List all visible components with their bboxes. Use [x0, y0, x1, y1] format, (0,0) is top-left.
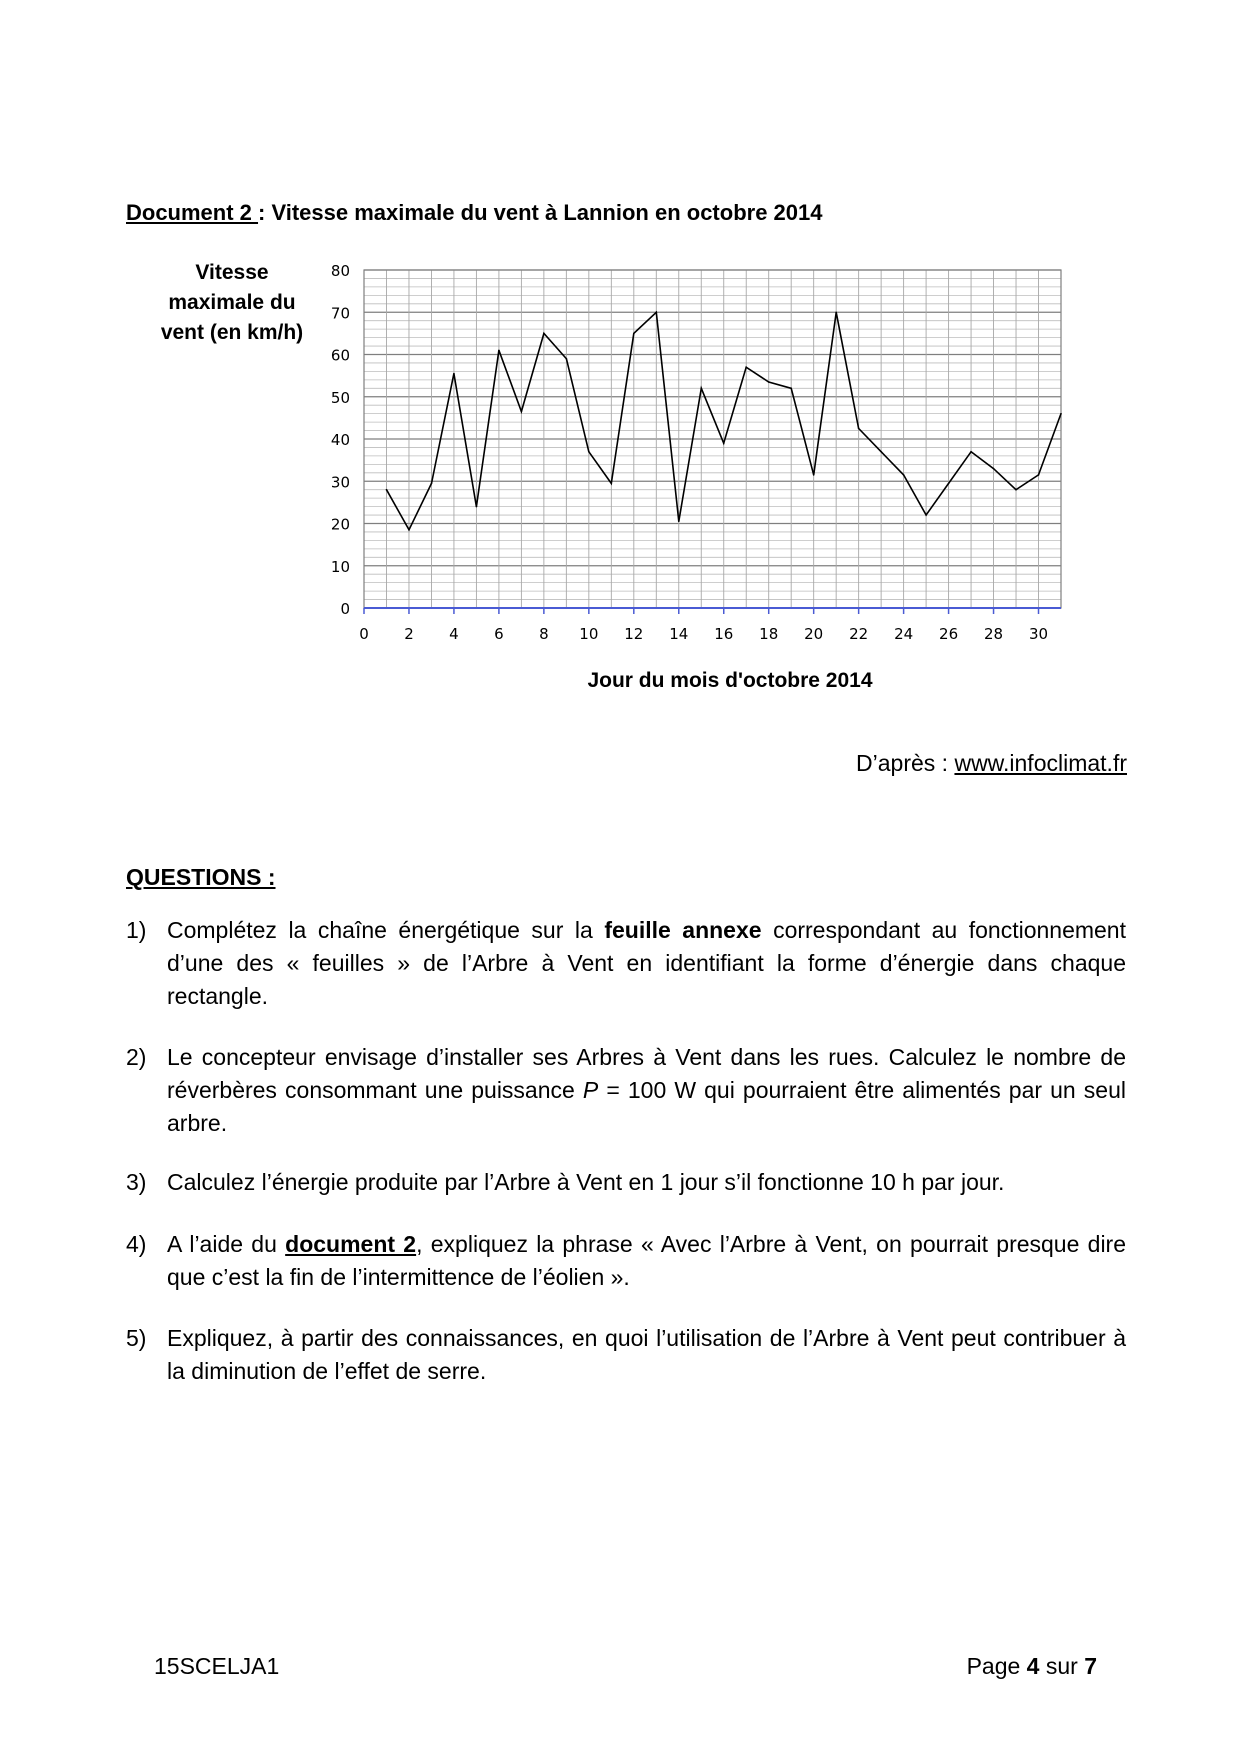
data-point: [678, 521, 680, 523]
x-tick-label: 30: [1028, 625, 1049, 643]
y-label-line: Vitesse: [195, 261, 269, 284]
x-tick-label: 18: [759, 625, 779, 643]
question-1: [126, 914, 1126, 1013]
data-point: [768, 381, 770, 383]
data-point: [543, 333, 545, 335]
question-number: 5): [126, 1325, 147, 1351]
data-point: [790, 388, 792, 390]
y-tick-label: 80: [330, 262, 350, 280]
source-link[interactable]: www.infoclimat.fr: [954, 750, 1127, 776]
data-point: [948, 483, 950, 485]
data-point: [970, 451, 972, 453]
x-tick-label: 26: [939, 625, 959, 643]
x-tick-label: 20: [804, 625, 824, 643]
data-point: [745, 366, 747, 368]
x-tick-label: 6: [494, 625, 504, 643]
question-3: [126, 1166, 1126, 1199]
x-tick-label: 2: [404, 625, 414, 643]
document-label: Document 2: [126, 200, 259, 225]
question-text: Expliquez, à partir des connaissances, en quoi l’utilisation de l’Arbre à Vent peut contribuer à la diminution de l’effet de serre.: [167, 1325, 1126, 1384]
y-tick-label: 50: [330, 388, 350, 407]
y-tick-label: 20: [330, 515, 350, 534]
data-point: [476, 506, 478, 508]
data-point: [1060, 413, 1062, 415]
data-point: [431, 483, 433, 485]
chart-x-axis-label: Jour du mois d'octobre 2014: [587, 669, 873, 692]
source-citation: [856, 750, 1127, 777]
data-point: [813, 474, 815, 476]
y-label-line: vent (en km/h): [160, 321, 304, 344]
data-point: [633, 333, 635, 335]
question-number: 1): [126, 917, 147, 943]
data-point: [1015, 489, 1017, 491]
question-number: 3): [126, 1169, 147, 1195]
data-point: [993, 468, 995, 470]
x-tick-label: 16: [714, 625, 734, 643]
questions-heading: QUESTIONS :: [126, 864, 276, 890]
feuille-annexe-ref: feuille annexe: [604, 917, 762, 943]
data-point: [858, 428, 860, 430]
x-tick-label: 4: [449, 625, 459, 643]
data-point: [903, 474, 905, 476]
question-text: Calculez l’énergie produite par l’Arbre à Vent en 1 jour s’il fonctionne 10 h par jour.: [167, 1169, 1005, 1195]
question-number: 4): [126, 1231, 147, 1257]
document-code: 15SCELJA1: [154, 1653, 280, 1679]
data-point: [521, 411, 523, 413]
data-point: [611, 483, 613, 485]
data-point: [588, 451, 590, 453]
page-number: Page 4 sur 7: [966, 1653, 1097, 1679]
y-tick-label: 60: [330, 346, 350, 365]
x-tick-label: 0: [359, 625, 369, 643]
x-tick-label: 14: [669, 625, 689, 643]
wind-speed-chart: [0, 0, 1240, 700]
x-tick-label: 24: [894, 625, 914, 643]
source-prefix: D’après :: [856, 750, 955, 776]
y-tick-label: 40: [330, 431, 350, 449]
data-point: [835, 311, 837, 313]
data-point: [498, 349, 500, 351]
data-point: [408, 529, 410, 531]
x-tick-label: 28: [984, 625, 1004, 643]
y-tick-label: 30: [330, 473, 350, 492]
data-point: [925, 514, 927, 516]
document-2-ref: document 2: [285, 1231, 417, 1257]
data-point: [566, 358, 568, 360]
x-tick-label: 22: [849, 625, 869, 643]
question-text: A l’aide du document 2, expliquez la phrase « Avec l’Arbre à Vent, on pourrait presque dire que c’est la fin de l’intermittence de l’éolien ».: [167, 1231, 1127, 1290]
y-tick-label: 10: [330, 557, 350, 576]
question-number: 2): [126, 1044, 147, 1070]
data-point: [386, 489, 388, 491]
question-text: Le concepteur envisage d’installer ses Arbres à Vent dans les rues. Calculez le nombre de réverbères consommant une puissance P = 100 W qui pourraient être alimentés par un seul arbre.: [167, 1044, 1126, 1136]
y-tick-label: 70: [330, 304, 350, 323]
power-symbol: P: [582, 1077, 599, 1103]
question-4: [126, 1228, 1126, 1294]
data-point: [723, 442, 725, 444]
question-5: [126, 1322, 1126, 1388]
data-point: [655, 311, 657, 313]
x-tick-label: 8: [539, 625, 549, 643]
document-title-text: : Vitesse maximale du vent à Lannion en octobre 2014: [258, 200, 823, 225]
question-2: [126, 1041, 1126, 1140]
data-point: [700, 388, 702, 390]
data-point: [880, 451, 882, 453]
x-tick-label: 12: [624, 625, 644, 643]
y-label-line: maximale du: [168, 291, 296, 314]
data-point: [1038, 474, 1040, 476]
data-point: [453, 373, 455, 375]
x-tick-label: 10: [579, 625, 599, 643]
question-text: Complétez la chaîne énergétique sur la feuille annexe correspondant au fonctionnement d’une des « feuilles » de l’Arbre à Vent en identifiant la forme d’énergie dans chaque rectangle.: [167, 917, 1126, 1009]
y-tick-label: 0: [340, 600, 350, 618]
